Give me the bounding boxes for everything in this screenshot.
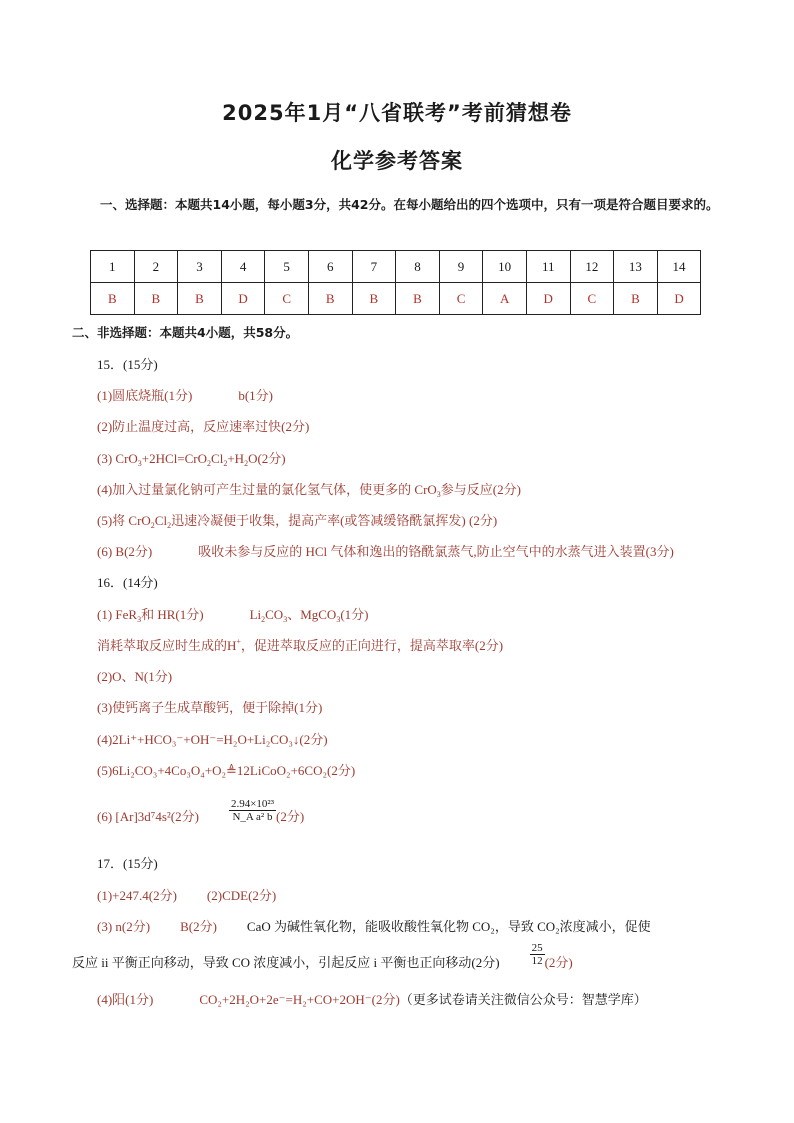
q15-a1b-text: b(1分) [238, 388, 273, 403]
answer-key: B [614, 283, 658, 315]
q17-answer-3 [97, 916, 651, 935]
q15-a3-part: Cl [211, 451, 224, 466]
q16-a6-fraction [229, 798, 276, 823]
q17-a4a-text: (4)阳(1分) [97, 992, 154, 1007]
q17-a4b-text: CO₂+2H₂O+2e⁻=H₂+CO+2OH⁻(2分) [199, 992, 400, 1007]
q17-answer-4 [97, 989, 647, 1008]
answer-key: B [352, 283, 396, 315]
q15-a5-part: Cl [154, 513, 168, 528]
q15-a1-text: (1)圆底烧瓶(1分) [97, 388, 193, 403]
answer-table-numbers-row [91, 251, 701, 283]
q17-a3c-text: CaO 为碱性氧化物，能吸收酸性氧化物 CO₂，导致 CO₂浓度减小，促使 [246, 919, 651, 934]
q15-answer-1 [97, 385, 273, 404]
q15-a6b-text: 吸收未参与反应的 HCl 气体和逸出的铬酰氯蒸气,防止空气中的水蒸气进入装置(3分) [198, 544, 674, 559]
answer-key: C [439, 283, 483, 315]
q16-a1c-part: 消耗萃取反应时生成的H [97, 638, 237, 653]
question-number: 11 [526, 251, 570, 283]
q16-a1b-part: (1分) [340, 607, 369, 622]
q15-a5-part: 迅速冷凝便于收集，提高产率(或答减缓铬酰氯挥发) (2分) [171, 513, 498, 528]
q16-answer-1c: 消耗萃取反应时生成的H+，促进萃取反应的正向进行，提高萃取率(2分) [97, 637, 504, 653]
q17-a1-text: (1)+247.4(2分) [97, 888, 177, 903]
q15-answer-2: (2)防止温度过高，反应速率过快(2分) [97, 419, 310, 434]
q16-a1-part: 和 HR(1分) [141, 607, 204, 622]
q17-a3a-text: (3) n(2分) [97, 919, 151, 934]
answer-key: D [526, 283, 570, 315]
answer-key: B [134, 283, 178, 315]
fraction-denominator: 12 [531, 955, 543, 967]
question-number: 8 [396, 251, 440, 283]
question-number: 13 [614, 251, 658, 283]
q16-a1-part: (1) FeR [97, 607, 138, 622]
q17-a3d-text: 反应 ii 平衡正向移动，导致 CO 浓度减小，引起反应 i 平衡也正向移动(2分) [72, 955, 500, 971]
answer-key: D [221, 283, 265, 315]
q17-a2-text: (2)CDE(2分) [206, 888, 277, 903]
section-1-heading: 一、选择题：本题共14小题，每小题3分，共42分。在每小题给出的四个选项中，只有一项是符合题目要求的。 [100, 197, 719, 212]
question-number: 9 [439, 251, 483, 283]
q16-a1b-part: CO [265, 607, 284, 622]
fraction-numerator: 25 [531, 942, 543, 954]
q17-a3-fraction [530, 942, 545, 967]
q15-a4-part: (4)加入过量氯化钠可产生过量的氯化氢气体，使更多的 CrO [97, 482, 437, 497]
q17-a3-score: (2分) [544, 955, 573, 971]
q16-answer-5: (5)6Li₂CO₃+4Co₃O₄+O₂≜12LiCoO₂+6CO₂(2分) [97, 763, 356, 778]
question-number: 2 [134, 251, 178, 283]
answer-key: B [91, 283, 135, 315]
q16-a1c-part: ，促进萃取反应的正向进行，提高萃取率(2分) [240, 638, 504, 653]
page-title: 2025年1月“八省联考”考前猜想卷 [222, 101, 572, 125]
question-number: 14 [657, 251, 701, 283]
q16-a1b-part: Li [249, 607, 262, 622]
answer-table [90, 250, 701, 315]
answer-key: D [657, 283, 701, 315]
q15-a3-part: +H [227, 451, 245, 466]
q16-answer-3: (3)使钙离子生成草酸钙，便于除掉(1分) [97, 700, 323, 715]
q16-a6-score: (2分) [276, 809, 305, 825]
promo-note: （更多试卷请关注微信公众号：智慧学库） [399, 992, 647, 1007]
question-number: 4 [221, 251, 265, 283]
fraction-numerator: 2.94×10²³ [230, 798, 274, 810]
q16-answer-6 [97, 798, 304, 823]
q17-answer-1-2 [97, 885, 276, 904]
q16-answer-2: (2)O、N(1分) [97, 669, 173, 684]
q15-answer-6 [97, 541, 674, 560]
answer-table-keys-row [91, 283, 701, 315]
question-number: 7 [352, 251, 396, 283]
fraction-denominator: N_A a² b [232, 811, 273, 823]
q16-a6-text: (6) [Ar]3d⁷4s²(2分) [97, 809, 199, 825]
answer-key: B [396, 283, 440, 315]
answer-key: B [308, 283, 352, 315]
q15-a5-part: (5)将 CrO [97, 513, 151, 528]
question-number: 5 [265, 251, 309, 283]
q16-answer-4: (4)2Li⁺+HCO₃⁻+OH⁻=H₂O+Li₂CO₃↓(2分) [97, 732, 328, 747]
q15-a3-part: O(2分) [248, 451, 286, 466]
answer-key: A [483, 283, 527, 315]
question-number: 6 [308, 251, 352, 283]
q15-a3-part: (3) CrO [97, 451, 138, 466]
page-subtitle: 化学参考答案 [331, 149, 463, 173]
answer-key: C [265, 283, 309, 315]
q15-a6-text: (6) B(2分) [97, 544, 153, 559]
q16-answer-1: (1) FeR$_3$和 HR(1分) $Li_2CO_3$、MgCO$_3$(1分) [97, 607, 369, 624]
q15-a4-part: 参与反应(2分) [440, 482, 521, 497]
q16-heading: 16．(14分) [97, 575, 158, 590]
q15-a3-part: +2HCl=CrO [141, 451, 208, 466]
q15-answer-5: (5)将 $CrO_2Cl_2$迅速冷凝便于收集，提高产率(或答减缓铬酰氯挥发) (2分) [97, 513, 498, 530]
answer-key: C [570, 283, 614, 315]
question-number: 3 [178, 251, 222, 283]
q15-answer-4: (4)加入过量氯化钠可产生过量的氯化氢气体，使更多的 CrO$_3$参与反应(2分) [97, 482, 521, 499]
question-number: 10 [483, 251, 527, 283]
q16-a1b-part: 、MgCO [287, 607, 337, 622]
q15-heading: 15．(15分) [97, 357, 158, 372]
answer-key: B [178, 283, 222, 315]
q17-heading: 17．(15分) [97, 856, 158, 871]
question-number: 1 [91, 251, 135, 283]
q17-answer-3-cont [72, 942, 573, 971]
question-number: 12 [570, 251, 614, 283]
q17-a3b-text: B(2分) [180, 919, 217, 934]
section-2-heading: 二、非选择题：本题共4小题，共58分。 [72, 325, 299, 340]
q15-answer-3: (3) $CrO_3+2HCl=CrO_2Cl_2+H_2O(2$分) [97, 451, 286, 468]
